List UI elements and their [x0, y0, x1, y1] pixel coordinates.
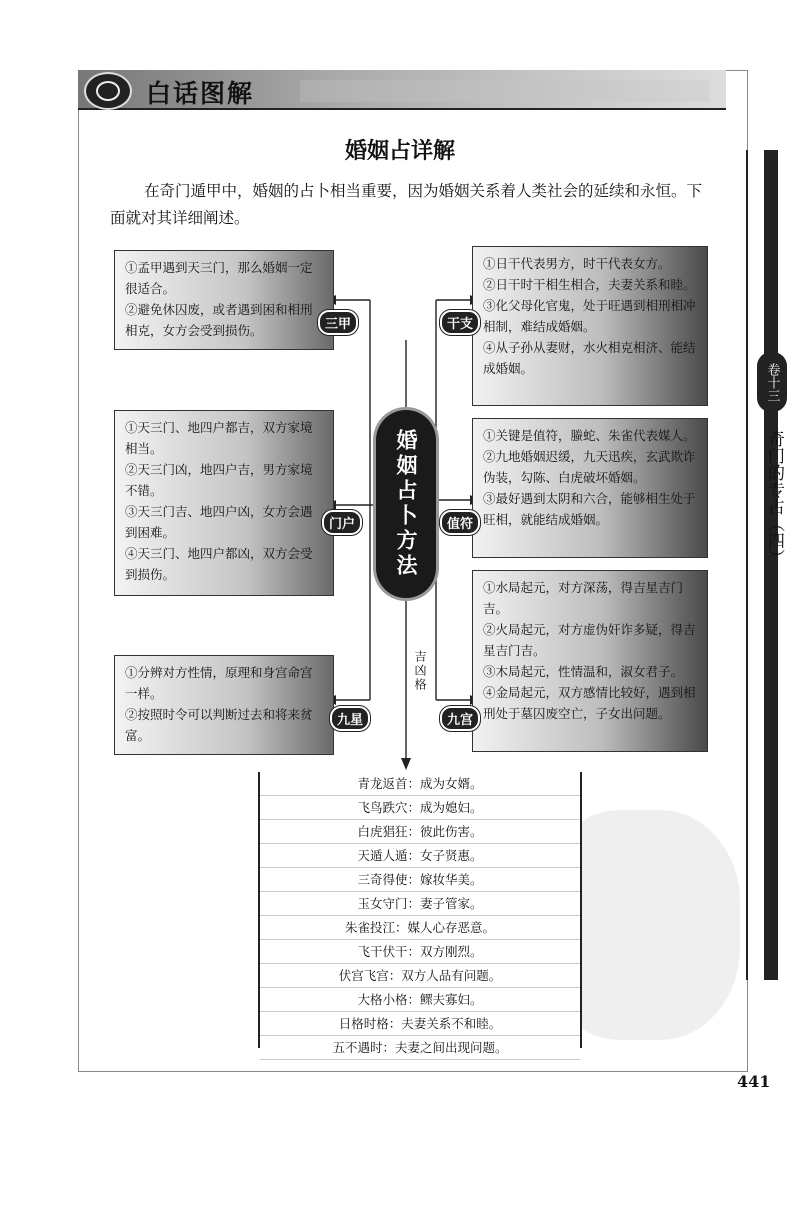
volume-badge: 卷十三: [757, 352, 787, 412]
rule-row: 五不遇时：夫妻之间出现问题。: [260, 1036, 580, 1060]
zhifu-line-2: ②九地婚姻迟缓，九天迅疾，玄武欺诈伪装，勾陈、白虎破坏婚姻。: [483, 449, 696, 485]
ganzhi-line-4: ④从子孙从妻财，水火相克相济、能结成婚姻。: [483, 340, 696, 376]
page-number: 441: [737, 1072, 771, 1091]
rule-row: 朱雀投江：媒人心存恶意。: [260, 916, 580, 940]
rule-row: 天遁人遁：女子贤惠。: [260, 844, 580, 868]
tag-ganzhi: 干支: [440, 310, 480, 335]
rule-row: 玉女守门：妻子管家。: [260, 892, 580, 916]
center-oval: [376, 410, 436, 598]
tag-menhu: 门户: [322, 510, 362, 535]
menhu-line-3: ③天三门吉、地四户凶，女方会遇到困难。: [125, 504, 313, 540]
rule-row: 白虎猖狂：彼此伤害。: [260, 820, 580, 844]
sanjia-box: [114, 250, 334, 350]
tag-jiugong: 九宫: [440, 706, 480, 731]
rule-row: 日格时格：夫妻关系不和睦。: [260, 1012, 580, 1036]
menhu-line-2: ②天三门凶，地四户吉，男方家境不错。: [125, 462, 313, 498]
jiugong-line-3: ③木局起元，性情温和，淑女君子。: [483, 664, 684, 679]
jiugong-box: [472, 570, 708, 752]
tag-sanjia: 三甲: [318, 310, 358, 335]
ganzhi-box: [472, 246, 708, 406]
center-title: 婚姻占卜方法: [394, 429, 418, 579]
jixiong-label: 吉凶格: [413, 650, 427, 692]
menhu-box: [114, 410, 334, 596]
jiugong-line-2: ②火局起元，对方虚伪奸诈多疑，得吉星吉门吉。: [483, 622, 696, 658]
ganzhi-line-1: ①日干代表男方，时干代表女方。: [483, 256, 671, 271]
chapter-label: 奇门的专占（四）: [764, 430, 784, 566]
rules-table: [258, 772, 582, 1055]
zhifu-box: [472, 418, 708, 558]
sanjia-line-2: ②避免休囚废，或者遇到困和相刑相克，女方会受到损伤。: [125, 302, 313, 338]
rule-row: 青龙返首：成为女婿。: [260, 772, 580, 796]
zhifu-line-3: ③最好遇到太阴和六合，能够相生处于旺相，就能结成婚姻。: [483, 491, 696, 527]
tag-jiuxing: 九星: [330, 706, 370, 731]
rule-row: 大格小格：鳏夫寡妇。: [260, 988, 580, 1012]
menhu-line-1: ①天三门、地四户都吉，双方家境相当。: [125, 420, 313, 456]
menhu-line-4: ④天三门、地四户都凶，双方会受到损伤。: [125, 546, 313, 582]
zhifu-line-1: ①关键是值符，螣蛇、朱雀代表媒人。: [483, 428, 696, 443]
rule-row: 飞鸟跌穴：成为媳妇。: [260, 796, 580, 820]
rule-row: 伏宫飞宫：双方人品有问题。: [260, 964, 580, 988]
jiuxing-line-2: ②按照时令可以判断过去和将来贫富。: [125, 707, 313, 743]
header-title: 白话图解: [146, 79, 255, 108]
jiugong-line-4: ④金局起元，双方感情比较好，遇到相刑处于墓囚废空亡，子女出问题。: [483, 685, 696, 721]
rule-row: 飞干伏干：双方刚烈。: [260, 940, 580, 964]
jiugong-line-1: ①水局起元，对方深荡，得吉星吉门吉。: [483, 580, 684, 616]
ganzhi-line-3: ③化父母化官鬼，处于旺遇到相刑相冲相制，难结成婚姻。: [483, 298, 696, 334]
ganzhi-line-2: ②日干时干相生相合，夫妻关系和睦。: [483, 277, 696, 292]
rule-row: 三奇得使：嫁妆华美。: [260, 868, 580, 892]
jiuxing-line-1: ①分辨对方性情，原理和身宫命宫一样。: [125, 665, 313, 701]
jiuxing-box: [114, 655, 334, 755]
tag-zhifu: 值符: [440, 510, 480, 535]
intro-paragraph: 在奇门遁甲中，婚姻的占卜相当重要，因为婚姻关系着人类社会的延续和永恒。下面就对其详细阐述。: [110, 182, 703, 227]
sanjia-line-1: ①孟甲遇到天三门，那么婚姻一定很适合。: [125, 260, 313, 296]
page-title: 婚姻占详解: [344, 139, 455, 164]
